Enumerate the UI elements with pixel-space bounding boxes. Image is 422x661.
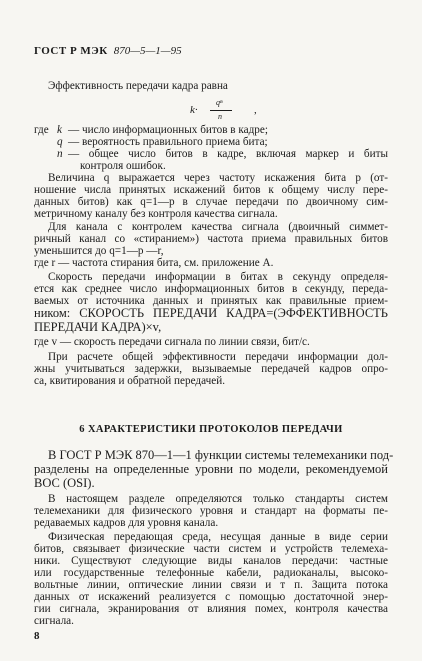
- header-gost: ГОСТ Р МЭК: [34, 45, 108, 57]
- text-line: сигнала.: [34, 615, 74, 627]
- text-line: ники. Существуют следующие виды каналов передачи: частные: [34, 555, 388, 567]
- text-line: битов, связывает физические части систем и устройств телемеха-: [34, 543, 388, 555]
- text-line: редаваемых кадров для уровня канала.: [34, 517, 219, 529]
- text-line: В ГОСТ Р МЭК 870—1—1 функции системы телемеханики под-: [48, 448, 394, 462]
- formula-numerator: qⁿ: [216, 98, 223, 107]
- definition-n-term: n: [57, 148, 63, 160]
- section-heading: 6 ХАРАКТЕРИСТИКИ ПРОТОКОЛОВ ПЕРЕДАЧИ: [79, 424, 343, 435]
- page-number: 8: [34, 630, 40, 642]
- text-line: ваемых от источника данных и принятых как правильные прием-: [34, 295, 388, 307]
- text-line: В настоящем разделе определяются только стандарты систем: [48, 493, 388, 505]
- definition-k-term: k: [57, 124, 62, 136]
- definition-q-term: q: [57, 136, 63, 148]
- text-line: Для канала с контролем качества сигнала (двоичный симмет-: [48, 221, 388, 233]
- definition-k-text: — число информационных битов в кадре;: [68, 124, 268, 136]
- text-line: разделены на определенные уровни по модели, рекомендуемой: [34, 462, 388, 476]
- text-line: метричному каналу без контроля качества сигнала.: [34, 208, 278, 220]
- header-standard-number: 870—5—1—95: [113, 45, 182, 57]
- text-line: где r — частота стирания бита, см. приложение А.: [34, 257, 274, 269]
- text-line: где v — скорость передачи сигнала по линии связи, бит/с.: [34, 336, 310, 348]
- text-line: Величина q выражается через частоту искажения бита p (от-: [48, 172, 388, 184]
- text-line: данных от искажений реализуется с помощью достаточной энер-: [34, 591, 388, 603]
- text-line: ПЕРЕДАЧИ КАДРА)×v,: [34, 320, 162, 334]
- definition-q-text: — вероятность правильного приема бита;: [68, 136, 268, 148]
- definitions-where: где: [34, 124, 49, 136]
- formula-fraction-bar: [210, 110, 232, 111]
- text-line: данных битов) как q=1—p в случае передачи по двоичному сим-: [34, 196, 388, 208]
- text-line: вольтные линии, оптические линии связи и т п. Защита потока: [34, 579, 388, 591]
- formula-denominator: n: [218, 112, 222, 121]
- text-line: Скорость передачи информации в битах в секунду определя-: [48, 271, 388, 283]
- text-line: ношение числа принятых искажений битов к общему числу пере-: [34, 184, 388, 196]
- text-line: са, квитирования и обратной передачей.: [34, 375, 225, 387]
- paragraph-efficiency-intro: Эффективность передачи кадра равна: [48, 80, 228, 92]
- text-line: гии сигнала, экранирования от влияния помех, контроля качества: [34, 603, 388, 615]
- text-line: ВОС (OSI).: [34, 476, 95, 490]
- text-line: ричный канал со «стиранием») частота приема правильных битов: [34, 233, 388, 245]
- page-header: [34, 45, 182, 58]
- text-line: или государственные телефонные кабели, радиоканалы, высоко-: [34, 567, 388, 579]
- text-line: телемеханики для физического уровня и стандарт на форматы пе-: [34, 505, 388, 517]
- text-line: уменьшится до q=1—p —r,: [34, 245, 164, 257]
- efficiency-formula: [190, 98, 270, 126]
- text-line: жны учитываться задержки, вызываемые передачей кадров опро-: [34, 363, 388, 375]
- definition-n-text-1: — общее число битов в кадре, включая маркер и биты: [68, 148, 388, 160]
- formula-k: k·: [190, 104, 198, 116]
- text-line: ется как среднее число информационных битов в секунду, переда-: [34, 283, 388, 295]
- text-line: При расчете общей эффективности передачи информации дол-: [48, 351, 388, 363]
- text-line: Физическая передающая среда, несущая данные в виде серии: [48, 531, 388, 543]
- definition-n-text-2: контроля ошибок.: [80, 160, 166, 172]
- formula-comma: ,: [254, 104, 257, 116]
- text-line: ником: СКОРОСТЬ ПЕРЕДАЧИ КАДРА=(ЭФФЕКТИВНОСТЬ: [34, 306, 388, 320]
